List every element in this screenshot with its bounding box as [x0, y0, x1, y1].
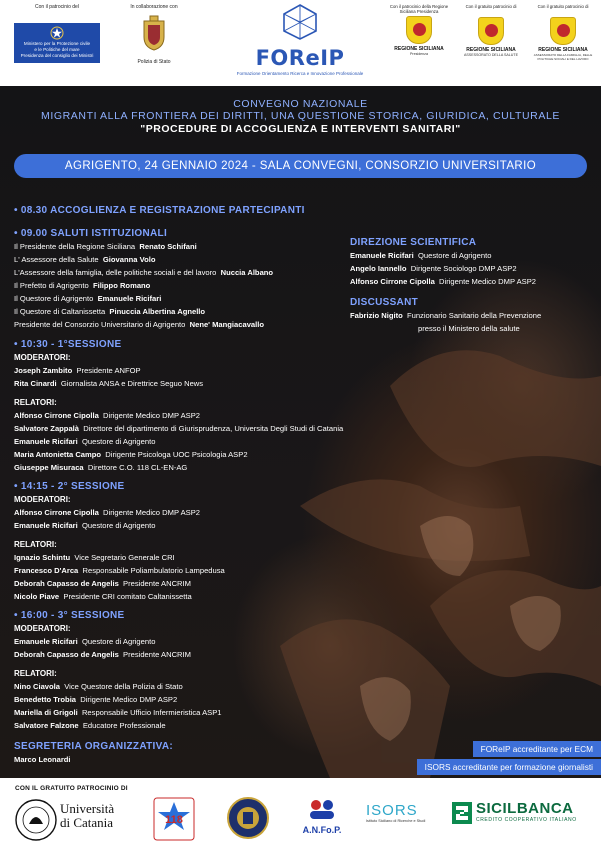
- region-logo-2: [458, 4, 524, 57]
- list-item: Presidente del Consorzio Universitario di Agrigento Nene' Mangiacavallo: [14, 320, 265, 329]
- list-item: Angelo Iannello Dirigente Sociologo DMP ASP2: [350, 264, 517, 273]
- list-item: Alfonso Cirrone Cipolla Dirigente Medico DMP ASP2: [14, 508, 200, 517]
- segreteria-heading: SEGRETERIA ORGANIZZATIVA:: [14, 741, 173, 752]
- list-item: Mariella di Grigoli Responsabile Ufficio Infermieristica ASP1: [14, 708, 222, 717]
- polizia-logo-block: [126, 4, 182, 65]
- region-sub-3: ASSESSORATO DELLA FAMIGLIA, DELLE POLITICHE SOCIALI E DEL LAVORO: [533, 53, 593, 61]
- anfop-people-icon: [306, 798, 338, 820]
- session-saluti-heading: • 09.00 SALUTI ISTITUZIONALI: [14, 228, 168, 239]
- region-caption-3: Con il gratuito patrocinio di: [537, 4, 589, 9]
- direzione-heading: DIREZIONE SCIENTIFICA: [350, 237, 477, 248]
- s118-label: 118: [165, 814, 183, 826]
- list-item: Salvatore Zappalà Direttore del dipartimento di Giurisprudenza, Universita Degli Studi di Catania: [14, 424, 344, 433]
- ecm-badge: FOReIP accreditante per ECM: [473, 741, 601, 757]
- poster-header: [0, 0, 601, 86]
- conference-title: "PROCEDURE DI ACCOGLIENZA E INTERVENTI SANITARI": [140, 123, 461, 135]
- relatori-label: RELATORI:: [14, 540, 57, 549]
- ministry-logo-block: [14, 4, 100, 63]
- anfop-logo: [292, 798, 352, 835]
- trinacria-shield-icon: [406, 16, 432, 44]
- moderatori-label: MODERATORI:: [14, 353, 71, 362]
- region-caption-1: Con il patrocinio della Regione Siciliana Presidenza: [389, 4, 449, 14]
- list-item: Il Questore di Agrigento Emanuele Ricifari: [14, 294, 162, 303]
- relatori-label: RELATORI:: [14, 669, 57, 678]
- list-item: Salvatore Falzone Educatore Professionale: [14, 721, 166, 730]
- patrocinio-caption: Con il patrocinio del: [35, 4, 79, 10]
- foreip-hexagon-icon: [280, 3, 320, 41]
- star-emblem-icon: [50, 26, 64, 40]
- anfop-round-seal-icon: [226, 796, 270, 840]
- unict-seal-icon: [14, 798, 58, 842]
- region-name-2: REGIONE SICILIANA: [466, 47, 516, 53]
- trinacria-shield-icon: [478, 17, 504, 45]
- list-item: Alfonso Cirrone Cipolla Dirigente Medico DMP ASP2: [350, 277, 536, 286]
- relatori-label: RELATORI:: [14, 398, 57, 407]
- isors-logo: [366, 802, 442, 823]
- foreip-brand: FOReIP: [255, 46, 345, 70]
- sicilbanca-logo: [476, 800, 600, 823]
- list-item: Maria Antonietta Campo Dirigente Psicologa UOC Psicologia ASP2: [14, 450, 248, 459]
- isors-badge: ISORS accreditante per formazione giornalisti: [417, 759, 601, 775]
- region-name-1: REGIONE SICILIANA: [394, 46, 444, 52]
- list-item: Nino Ciavola Vice Questore della Polizia di Stato: [14, 682, 183, 691]
- emergency-118-logo: [152, 796, 196, 842]
- direzione-column: [350, 236, 595, 335]
- gov-line-3: Presidenza del consiglio dei Ministri: [20, 53, 94, 58]
- sponsor-footer: [0, 778, 601, 848]
- discussant-heading: DISCUSSANT: [350, 297, 419, 308]
- moderatori-label: MODERATORI:: [14, 495, 71, 504]
- list-item: Emanuele Ricifari Questore di Agrigento: [350, 251, 492, 260]
- region-logo-1: [388, 4, 450, 56]
- session-2-heading: • 14:15 - 2° SESSIONE: [14, 481, 125, 492]
- sicilbanca-subtitle: CREDITO COOPERATIVO ITALIANO: [476, 817, 577, 823]
- list-item: Emanuele Ricifari Questore di Agrigento: [14, 521, 156, 530]
- sicilbanca-mark-icon: [452, 802, 472, 824]
- collab-caption: In collaborazione con: [130, 4, 178, 10]
- list-item: Francesco D'Arca Responsabile Poliambulatorio Lampedusa: [14, 566, 225, 575]
- session-1-heading: • 10:30 - 1°SESSIONE: [14, 339, 122, 350]
- conference-theme: MIGRANTI ALLA FRONTIERA DEI DIRITTI, UNA QUESTIONE STORICA, GIURIDICA, CULTURALE: [40, 110, 561, 122]
- segreteria-name: Marco Leonardi: [14, 755, 71, 764]
- unict-wordmark: [60, 802, 114, 830]
- ministry-emblem: [14, 23, 100, 63]
- list-item: Il Presidente della Regione Siciliana Renato Schifani: [14, 242, 197, 251]
- unict-line-2: di Catania: [60, 815, 114, 830]
- discussant-entry: Fabrizio Nigito Funzionario Sanitario della Prevenzione: [350, 311, 542, 320]
- polizia-crest-icon: [140, 15, 168, 51]
- gov-line-1: Ministero per la Protezione civile: [23, 41, 91, 46]
- list-item: Il Questore di Caltanissetta Pinuccia Albertina Agnello: [14, 307, 206, 316]
- region-caption-2: Con il gratuito patrocinio di: [465, 4, 517, 9]
- sicilbanca-wordmark: SICILBANCA: [476, 800, 574, 817]
- session-accoglienza-heading: • 08.30 ACCOGLIENZA E REGISTRAZIONE PARTECIPANTI: [14, 205, 305, 216]
- gov-line-2: e le Politiche del mare: [34, 47, 80, 52]
- list-item: Benedetto Trobia Dirigente Medico DMP ASP2: [14, 695, 178, 704]
- list-item: Alfonso Cirrone Cipolla Dirigente Medico DMP ASP2: [14, 411, 200, 420]
- foreip-subtitle: Formazione Orientamento Ricerca e Innovazione Professionale: [236, 71, 364, 76]
- list-item: L' Assessore della Salute Giovanna Volo: [14, 255, 156, 264]
- foreip-logo-block: [228, 3, 372, 76]
- list-item: Joseph Zambito Presidente ANFOP: [14, 366, 141, 375]
- isors-wordmark: ISORS: [366, 802, 418, 819]
- unict-line-1: Università: [60, 801, 115, 816]
- region-sub-2: ASSESSORATO DELLA SALUTE: [464, 53, 518, 57]
- polizia-caption: Polizia di Stato: [137, 59, 171, 65]
- venue-banner: AGRIGENTO, 24 GENNAIO 2024 - SALA CONVEGNI, CONSORZIO UNIVERSITARIO: [14, 154, 587, 178]
- region-logo-3: [528, 4, 598, 61]
- list-item: Deborah Capasso de Angelis Presidente ANCRIM: [14, 650, 191, 659]
- moderatori-label: MODERATORI:: [14, 624, 71, 633]
- region-name-3: REGIONE SICILIANA: [538, 47, 588, 53]
- discussant-role-line: presso il Ministero della salute: [418, 324, 520, 333]
- conference-kicker: CONVEGNO NAZIONALE: [233, 98, 368, 110]
- isors-subtitle: Istituto Siciliano di Ricerche e Studi: [366, 819, 426, 823]
- list-item: Deborah Capasso de Angelis Presidente ANCRIM: [14, 579, 191, 588]
- list-item: Giuseppe Misuraca Direttore C.O. 118 CL-EN-AG: [14, 463, 188, 472]
- list-item: Emanuele Ricifari Questore di Agrigento: [14, 437, 156, 446]
- list-item: Ignazio Schintu Vice Segretario Generale CRI: [14, 553, 175, 562]
- trinacria-shield-icon: [550, 17, 576, 45]
- region-sub-1: Presidenza: [410, 52, 428, 56]
- footer-title: CON IL GRATUITO PATROCINIO DI: [15, 785, 128, 792]
- list-item: Emanuele Ricifari Questore di Agrigento: [14, 637, 156, 646]
- list-item: Il Prefetto di Agrigento Filippo Romano: [14, 281, 151, 290]
- list-item: Nicolo Piave Presidente CRI comitato Caltanissetta: [14, 592, 192, 601]
- anfop-wordmark: A.N.Fo.P.: [302, 825, 342, 835]
- poster-body: [0, 86, 601, 778]
- list-item: Rita Cinardi Giornalista ANSA e Direttrice Seguo News: [14, 379, 204, 388]
- session-3-heading: • 16:00 - 3° SESSIONE: [14, 610, 125, 621]
- list-item: L'Assessore della famiglia, delle politiche sociali e del lavoro Nuccia Albano: [14, 268, 274, 277]
